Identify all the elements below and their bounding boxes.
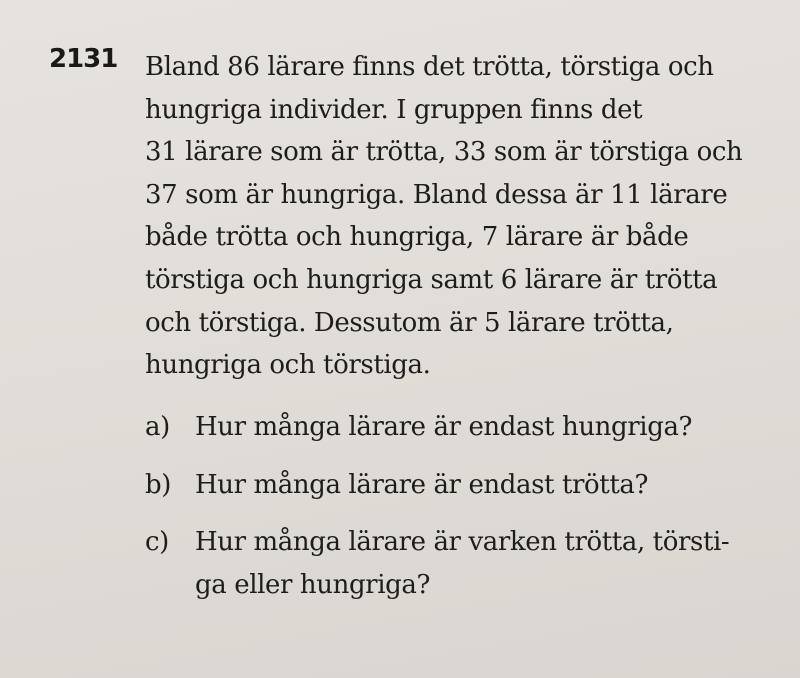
question-b xyxy=(145,464,648,507)
problem-number: 2131 xyxy=(49,44,118,74)
problem-line: törstiga och hungriga samt 6 lärare är trötta xyxy=(145,264,718,295)
problem-line: hungriga individer. I gruppen finns det xyxy=(145,94,643,125)
question-text: Hur många lärare är varken trötta, törsti- xyxy=(195,527,730,557)
question-label: a) xyxy=(145,412,170,442)
problem-statement xyxy=(145,46,785,387)
question-label: b) xyxy=(145,470,171,500)
problem-line: Bland 86 lärare finns det trötta, törstiga och xyxy=(145,52,714,82)
question-text: Hur många lärare är endast trötta? xyxy=(195,470,649,500)
problem-line: och törstiga. Dessutom är 5 lärare trötta, xyxy=(145,307,674,338)
problem-line: både trötta och hungriga, 7 lärare är både xyxy=(145,222,689,253)
question-a xyxy=(145,406,692,449)
question-label: c) xyxy=(145,527,169,557)
question-c xyxy=(145,521,729,606)
problem-line: 37 som är hungriga. Bland dessa är 11 lärare xyxy=(145,179,728,210)
question-text: Hur många lärare är endast hungriga? xyxy=(195,412,693,442)
question-text-continuation: ga eller hungriga? xyxy=(195,569,431,600)
problem-line: 31 lärare som är trötta, 33 som är törstiga och xyxy=(145,137,743,168)
problem-line: hungriga och törstiga. xyxy=(145,350,431,381)
